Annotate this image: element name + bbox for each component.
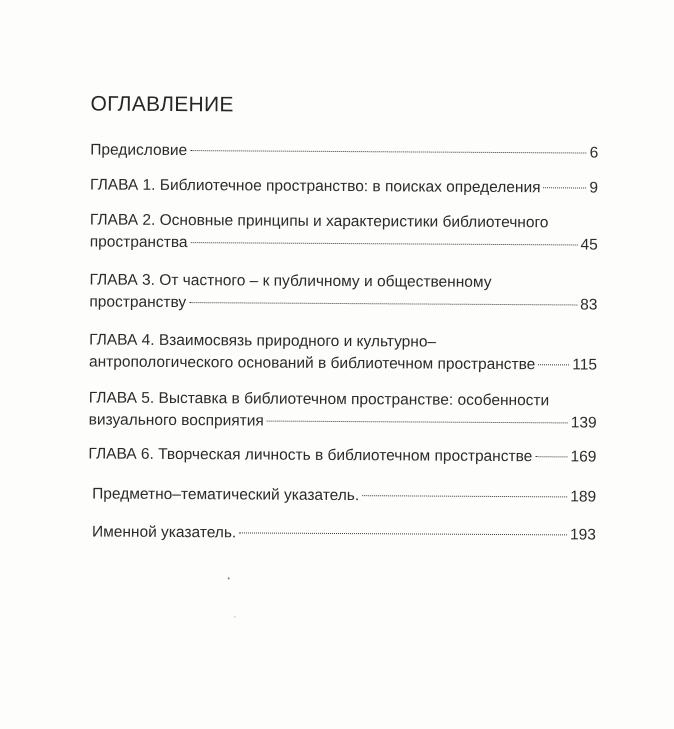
entry-text: ГЛАВА 5. Выставка в библиотечном пространстве: особенности [88, 389, 550, 410]
page-number: 189 [570, 488, 597, 506]
dot-leader [362, 495, 567, 497]
entry-text-continued: пространства [89, 233, 188, 252]
toc-entry-subject-index[interactable] [92, 484, 596, 509]
page-number: 45 [580, 236, 598, 254]
entry-text: ГЛАВА 2. Основные принципы и характеристики библиотечного [89, 211, 549, 232]
entry-text: Предисловие [90, 141, 188, 160]
page-number: 169 [570, 448, 597, 466]
entry-text-continued: пространству [89, 293, 187, 312]
dot-leader [190, 150, 587, 153]
dot-leader [189, 302, 577, 305]
dot-leader [544, 187, 587, 188]
dot-leader [267, 421, 568, 424]
toc-entry-chapter-1[interactable] [90, 174, 598, 199]
entry-text: ГЛАВА 6. Творческая личность в библиотечном пространстве [88, 445, 533, 466]
entry-text: ГЛАВА 1. Библиотечное пространство: в поисках определения [90, 176, 541, 197]
page-number: 6 [589, 144, 599, 162]
toc-entry-chapter-4[interactable] [89, 329, 597, 376]
toc-entry-chapter-6[interactable] [88, 443, 596, 468]
entry-text: Предметно–тематический указатель. [92, 485, 360, 505]
toc-entry-chapter-3[interactable] [89, 269, 597, 316]
entry-text-continued: антропологического оснований в библиотечном пространстве [88, 353, 536, 374]
toc-title: ОГЛАВЛЕНИЕ [90, 92, 234, 117]
page-number: 83 [580, 296, 598, 314]
entry-text: ГЛАВА 3. От частного – к публичному и общественному [89, 271, 492, 291]
dot-leader [191, 242, 578, 245]
dot-leader [239, 532, 567, 535]
scan-speck [228, 577, 230, 579]
entry-text: Именной указатель. [91, 523, 237, 542]
page-number: 139 [570, 414, 597, 432]
page-number: 193 [570, 526, 597, 544]
dot-leader [535, 456, 567, 457]
toc-entry-name-index[interactable] [92, 522, 596, 547]
page-number: 9 [589, 179, 599, 197]
scan-speck [234, 616, 235, 617]
entry-text-continued: визуального восприятия [88, 411, 264, 430]
toc-entry-preface[interactable] [90, 139, 598, 164]
dot-leader [538, 364, 569, 365]
toc-entry-chapter-5[interactable] [89, 387, 597, 434]
page-number: 115 [572, 356, 598, 374]
entry-text: ГЛАВА 4. Взаимосвязь природного и культурно– [89, 331, 437, 351]
toc-entry-chapter-2[interactable] [90, 209, 598, 256]
